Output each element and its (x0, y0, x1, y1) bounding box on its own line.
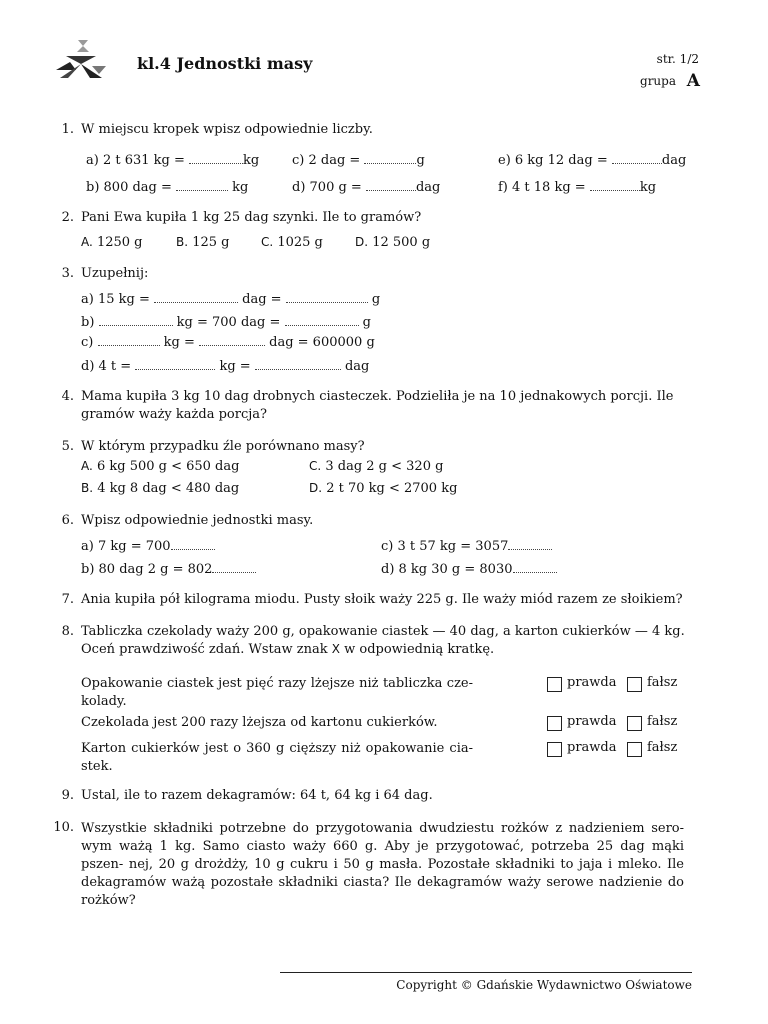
true-label: prawda (567, 740, 617, 755)
question-3-line-b: b) kg = 700 dag = g (81, 315, 371, 330)
copyright-notice: Copyright © Gdańskie Wydawnictwo Oświatowe (396, 978, 692, 992)
true-checkbox[interactable] (547, 677, 562, 692)
answer-blank[interactable] (171, 537, 215, 550)
group-letter: A (686, 71, 700, 91)
false-checkbox[interactable] (627, 742, 642, 757)
question-6-item-c: c) 3 t 57 kg = 3057 (381, 537, 552, 554)
question-3-line-c: c) kg = dag = 600000 g (81, 335, 375, 350)
page-number: str. 1/2 (656, 52, 699, 66)
question-5-number: 5. (61, 439, 74, 454)
answer-blank[interactable] (255, 357, 341, 370)
answer-blank[interactable] (154, 290, 238, 303)
question-5-option-b: B. 4 kg 8 dag < 480 dag (81, 481, 240, 496)
answer-blank[interactable] (176, 178, 228, 191)
question-1-item-d: d) 700 g = dag (292, 180, 441, 195)
answer-blank[interactable] (612, 151, 662, 164)
answer-blank[interactable] (189, 151, 243, 164)
question-5-text: W którym przypadku źle porównano masy? (81, 439, 365, 454)
page-title: kl.4 Jednostki masy (137, 54, 313, 73)
question-2-text: Pani Ewa kupiła 1 kg 25 dag szynki. Ile to gramów? (81, 210, 422, 225)
answer-blank[interactable] (513, 560, 557, 573)
question-1-item-a: a) 2 t 631 kg = kg (86, 153, 260, 168)
footer-divider (280, 972, 692, 973)
question-1-number: 1. (61, 122, 74, 137)
question-8-text-line-1: Tabliczka czekolady waży 200 g, opakowanie ciastek — 40 dag, a karton cukierków — 4 kg. (81, 624, 685, 639)
statement-2: Czekolada jest 200 razy lżejsza od kartonu cukierków. (81, 715, 438, 730)
statement-1: Opakowanie ciastek jest pięć razy lżejsze niż tabliczka cze- kolady. (81, 676, 473, 709)
question-6-number: 6. (61, 513, 74, 528)
question-3-text: Uzupełnij: (81, 266, 149, 281)
question-5-option-d: D. 2 t 70 kg < 2700 kg (309, 481, 458, 496)
question-1-item-b: b) 800 dag = kg (86, 180, 249, 195)
question-2-option-a: A. 1250 g (81, 235, 143, 250)
question-2-option-c: C. 1025 g (261, 235, 323, 250)
question-7-number: 7. (61, 592, 74, 607)
question-6-item-a: a) 7 kg = 700 (81, 537, 215, 554)
question-10-text: Wszystkie składniki potrzebne do przygotowania dwudziestu rożków z nadzieniem sero- wym ważą 1 kg. Samo ciasto waży 660 g. Aby je przygotować, potrzeba 25 dag mąki pszen- nej, 20 g drożdży, 10 g cukru i 50 g masła. Pozostałe składniki to jaja i mleko. Ile dekagramów ważą pozostałe składniki ciasta? Ile dekagramów waży serowe nadzienie do rożków? (81, 821, 684, 908)
question-10-number: 10. (53, 820, 74, 835)
question-3-number: 3. (61, 266, 74, 281)
question-4-text-line-2: gramów waży każda porcja? (81, 407, 267, 422)
statement-3: Karton cukierków jest o 360 g cięższy niż opakowanie cia- stek. (81, 741, 473, 774)
false-label: fałsz (647, 675, 678, 690)
answer-blank[interactable] (286, 290, 368, 303)
answer-blank[interactable] (590, 178, 640, 191)
answer-blank[interactable] (364, 151, 416, 164)
answer-blank[interactable] (135, 357, 215, 370)
group-label: grupa (640, 74, 676, 88)
answer-blank[interactable] (366, 178, 416, 191)
false-checkbox[interactable] (627, 716, 642, 731)
question-2-option-d: D. 12 500 g (355, 235, 431, 250)
answer-blank[interactable] (285, 313, 359, 326)
true-checkbox[interactable] (547, 716, 562, 731)
question-2-number: 2. (61, 210, 74, 225)
true-checkbox[interactable] (547, 742, 562, 757)
false-label: fałsz (647, 740, 678, 755)
question-3-line-d: d) 4 t = kg = dag (81, 359, 370, 374)
answer-blank[interactable] (99, 313, 173, 326)
publisher-logo (56, 40, 106, 82)
question-8-number: 8. (61, 624, 74, 639)
question-9-text: Ustal, ile to razem dekagramów: 64 t, 64 kg i 64 dag. (81, 788, 433, 803)
question-7-text: Ania kupiła pół kilograma miodu. Pusty słoik waży 225 g. Ile waży miód razem ze słoikiem? (81, 592, 683, 607)
question-6-item-b: b) 80 dag 2 g = 802 (81, 560, 256, 577)
answer-blank[interactable] (212, 560, 256, 573)
false-checkbox[interactable] (627, 677, 642, 692)
question-4-number: 4. (61, 389, 74, 404)
question-8-text-line-2: Oceń prawdziwość zdań. Wstaw znak X w odpowiednią kratkę. (81, 642, 495, 657)
false-label: fałsz (647, 714, 678, 729)
answer-blank[interactable] (199, 333, 265, 346)
answer-blank[interactable] (508, 537, 552, 550)
true-label: prawda (567, 714, 617, 729)
question-5-option-a: A. 6 kg 500 g < 650 dag (81, 459, 240, 474)
question-9-number: 9. (61, 788, 74, 803)
question-3-line-a: a) 15 kg = dag = g (81, 292, 381, 307)
question-6-text: Wpisz odpowiednie jednostki masy. (81, 513, 314, 528)
true-label: prawda (567, 675, 617, 690)
question-1-item-e: e) 6 kg 12 dag = dag (498, 153, 687, 168)
question-1-text: W miejscu kropek wpisz odpowiednie liczby. (81, 122, 373, 137)
question-2-option-b: B. 125 g (176, 235, 230, 250)
question-1-item-c: c) 2 dag = g (292, 153, 425, 168)
answer-blank[interactable] (98, 333, 160, 346)
question-4-text-line-1: Mama kupiła 3 kg 10 dag drobnych ciasteczek. Podzieliła je na 10 jednakowych porcji. Ile (81, 389, 674, 404)
question-1-item-f: f) 4 t 18 kg = kg (498, 180, 657, 195)
question-6-item-d: d) 8 kg 30 g = 8030 (381, 560, 557, 577)
question-5-option-c: C. 3 dag 2 g < 320 g (309, 459, 444, 474)
